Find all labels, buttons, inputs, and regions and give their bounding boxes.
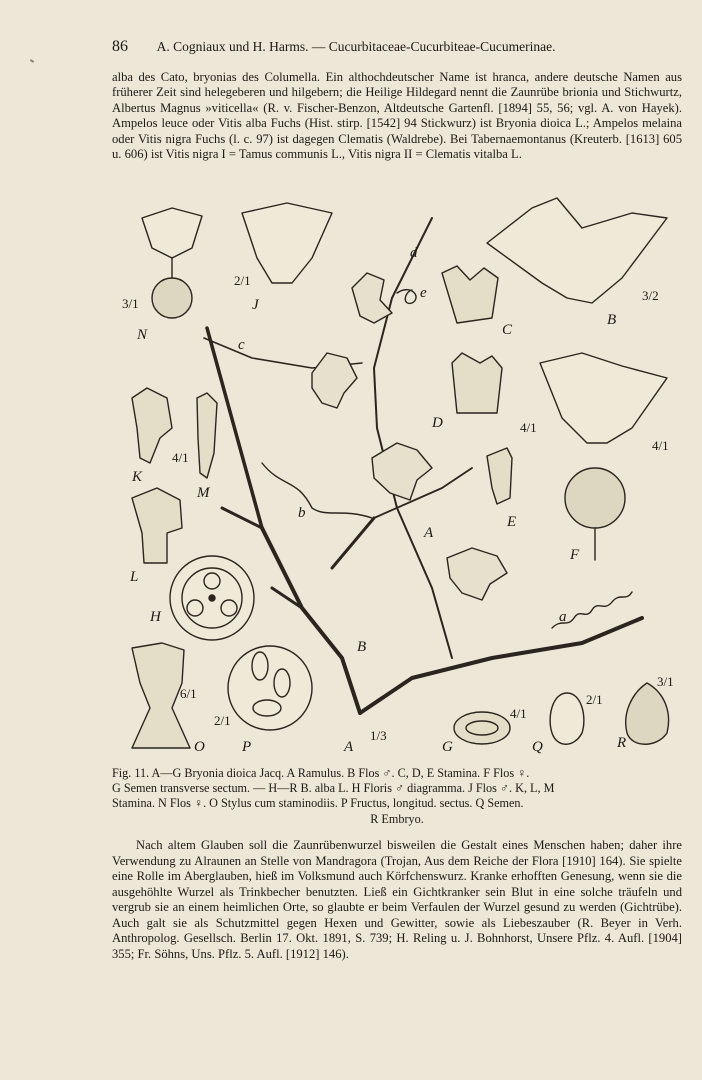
- scale-R: 3/1: [657, 674, 674, 689]
- climbing-stem: [374, 218, 452, 658]
- label-N: N: [137, 327, 148, 343]
- leaf: [447, 548, 507, 600]
- stamen-M: [197, 393, 217, 478]
- label-D: D: [432, 415, 443, 431]
- stamen-C: [442, 266, 498, 323]
- stamen-D: [452, 353, 502, 413]
- leaf: [312, 353, 357, 408]
- label-d: d: [410, 245, 418, 261]
- seed-Q: [550, 693, 584, 744]
- label-B-top: B: [607, 312, 617, 328]
- fruit-P: [228, 646, 312, 730]
- bottom-paragraph: [112, 838, 682, 962]
- caption-line: Fig. 11. A—G Bryonia dioica Jacq. A Ramulus. B Flos ♂. C, D, E Stamina. F Flos ♀.: [112, 766, 530, 780]
- paragraph: Nach altem Glauben soll die Zaunrübenwurzel bisweilen die Gestalt eines Menschen haben; daher ihre Verwendung zu Alraunen an Stelle von Mandragora (Trojan, Aus dem Reiche der Flora [1910] 164). Sie spielte eine Rolle im Aberglauben, hieß im Volksmund auch Körfchenswurz. Kranke erhofften Genesung, wenn sie die ausgehöhlte Wurzel als Trinkbecher benutzten. Ließ ein Gichtkranker sein Blut in eine solche träufeln und vergrub sie an einem heimlichen Orte, so glaubte er beim Verfaulen der Wurzel gesund zu werden (Gichtrübe). Auch galt sie als Schutzmittel gegen Hexen und Gewitter, sowie als Liebeszauber (R. Beyer in Verh. Anthropolog. Gesellsch. Berlin 17. Okt. 1891, S. 739; H. Reling u. J. Bohnhorst, Unsere Pflz. 4. Aufl. [1904] 355; Fr. Söhns, Uns. Pflz. 5. Aufl. [1912] 146).: [112, 838, 682, 961]
- running-head: [112, 38, 662, 56]
- paper-speck: [30, 59, 34, 63]
- scale-D: 4/1: [520, 420, 537, 435]
- page-number: 86: [112, 38, 128, 55]
- seed-G: [454, 712, 510, 744]
- ovary-N: [152, 278, 192, 318]
- ovary-F: [565, 468, 625, 528]
- label-A: A: [344, 739, 354, 755]
- caption-line: G Semen transverse sectum. — H—R B. alba L. H Floris ♂ diagramma. J Flos ♂. K, L, M: [112, 781, 555, 796]
- top-paragraph: [112, 70, 682, 162]
- label-J: J: [252, 297, 259, 313]
- label-L: L: [130, 569, 139, 585]
- scale-B: 3/2: [642, 288, 659, 303]
- running-title: A. Cogniaux und H. Harms. — Cucurbitaceae-Cucurbiteae-Cucumerinae.: [156, 39, 556, 54]
- label-Q: Q: [532, 739, 543, 755]
- scale-O: 6/1: [180, 686, 197, 701]
- label-H: H: [150, 609, 161, 625]
- scale-J: 2/1: [234, 273, 251, 288]
- caption-line: R Embryo.: [370, 811, 424, 826]
- label-O: O: [194, 739, 205, 755]
- leaf: [372, 443, 432, 500]
- scale-Q: 2/1: [586, 692, 603, 707]
- label-b: b: [298, 505, 306, 521]
- label-M: M: [197, 485, 210, 501]
- flower-J: [242, 203, 332, 283]
- label-B-branch: B: [357, 639, 367, 655]
- label-e: e: [420, 285, 427, 301]
- label-F: F: [570, 547, 580, 563]
- scale-N: 3/1: [122, 296, 139, 311]
- label-C: C: [502, 322, 513, 338]
- label-a: a: [559, 609, 567, 625]
- figure-caption: [112, 766, 682, 827]
- scale-G: 4/1: [510, 706, 527, 721]
- tendril: [397, 290, 416, 304]
- stamen-E: [487, 448, 512, 504]
- scale-P: 2/1: [214, 713, 231, 728]
- label-P: P: [242, 739, 252, 755]
- flower-N: [142, 208, 202, 258]
- label-E: E: [507, 514, 517, 530]
- stamen-K: [132, 388, 172, 463]
- embryo-R: [626, 683, 669, 744]
- label-R: R: [617, 735, 627, 751]
- label-G: G: [442, 739, 453, 755]
- stamen-L: [132, 488, 182, 563]
- figure-drawing: [112, 188, 687, 760]
- leaf: [352, 273, 392, 323]
- label-A-branch: A: [424, 525, 434, 541]
- tendril: [262, 463, 372, 518]
- flower-B: [487, 198, 667, 303]
- caption-line: Stamina. N Flos ♀. O Stylus cum staminodiis. P Fructus, longitud. sectus. Q Semen.: [112, 796, 524, 811]
- label-K: K: [132, 469, 143, 485]
- paragraph: alba des Cato, bryonias des Columella. Ein althochdeutscher Name ist hranca, andere deutsche Namen aus früherer Zeit sind helegeberen und hilgebern; die Heilige Hildegard nennt die Zaunrübe brionia und Stichwurtz, Albertus Magnus »viticella« (R. v. Fischer-Benzon, Altdeutsche Gartenfl. [1894] 55, 56; vgl. A. von Hayek). Ampelos leuce oder Vitis alba Fuchs (Hist. stirp. [1542] 94 Stickwurz) ist Bryonia dioica L.; Ampelos melaina oder Vitis nigra Fuchs (l. c. 97) ist dagegen Clematis (Waldrebe). Bei Tabernaemontanus (Kreuterb. [1613] 605 u. 606) ist Vitis nigra I = Tamus communis L., Vitis nigra II = Clematis vitalba L.: [112, 70, 682, 162]
- branch-twig: [332, 518, 374, 568]
- scale-F: 4/1: [652, 438, 669, 453]
- scale-A: 1/3: [370, 728, 387, 743]
- scale-K: 4/1: [172, 450, 189, 465]
- botanical-figure: [112, 188, 687, 760]
- label-c: c: [238, 337, 245, 353]
- flower-F: [540, 353, 667, 443]
